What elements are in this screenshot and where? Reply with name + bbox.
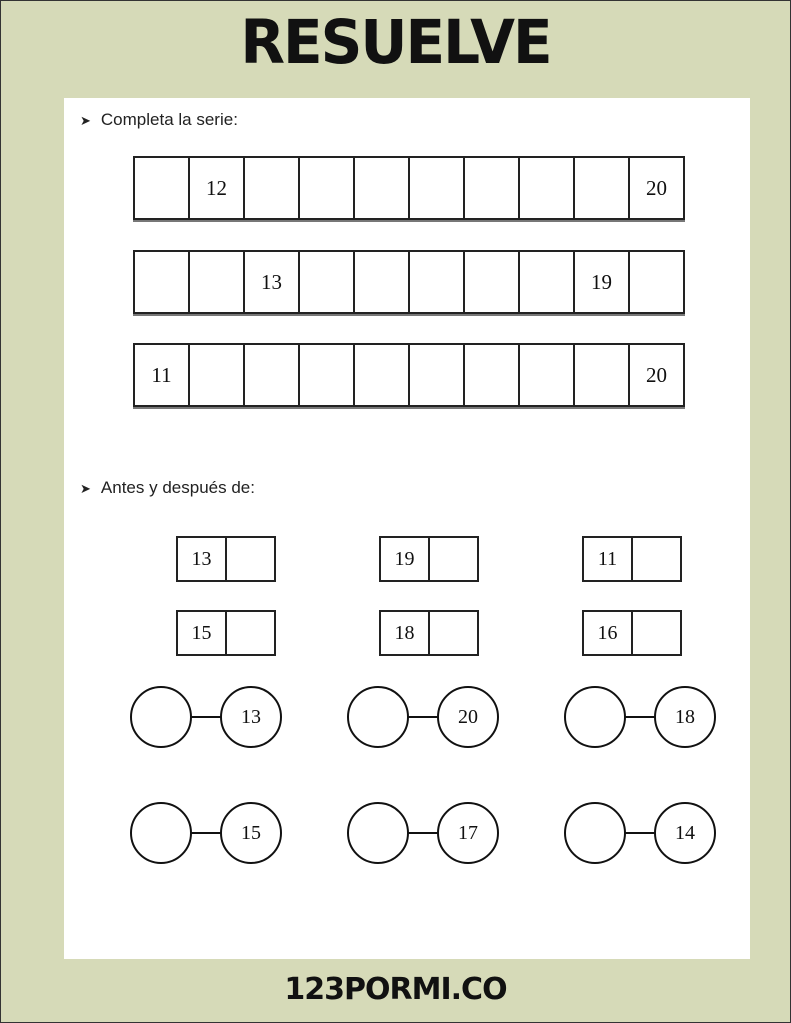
number-circle-pair bbox=[130, 686, 282, 750]
number-box[interactable]: 18 bbox=[394, 621, 415, 644]
series-row bbox=[133, 156, 685, 220]
arrow-bullet-icon: ➤ bbox=[80, 113, 91, 128]
number-circle[interactable]: 18 bbox=[654, 686, 716, 748]
series-cell[interactable]: 11 bbox=[135, 345, 190, 405]
series-cell[interactable] bbox=[575, 158, 630, 218]
number-box-pair bbox=[582, 610, 682, 656]
series-cell[interactable] bbox=[135, 158, 190, 218]
number-circle[interactable]: 17 bbox=[437, 802, 499, 864]
number-box-pair bbox=[176, 610, 276, 656]
series-cell[interactable] bbox=[355, 158, 410, 218]
series-cell[interactable]: 12 bbox=[190, 158, 245, 218]
before-after-heading-text: Antes y después de: bbox=[100, 478, 255, 497]
series-row bbox=[133, 250, 685, 314]
number-circle[interactable] bbox=[564, 686, 626, 748]
connector-line bbox=[407, 716, 438, 718]
series-cell[interactable] bbox=[355, 345, 410, 405]
series-cell[interactable] bbox=[520, 158, 575, 218]
connector-line bbox=[190, 832, 221, 834]
number-box[interactable] bbox=[631, 538, 680, 580]
number-box-pair bbox=[176, 536, 276, 582]
series-cell[interactable] bbox=[410, 345, 465, 405]
number-box[interactable]: 16 bbox=[597, 621, 618, 644]
number-box-pair bbox=[379, 536, 479, 582]
number-circle[interactable] bbox=[130, 686, 192, 748]
number-box[interactable] bbox=[631, 612, 680, 654]
series-cell[interactable] bbox=[520, 252, 575, 312]
number-circle[interactable] bbox=[347, 686, 409, 748]
series-cell[interactable] bbox=[190, 252, 245, 312]
page-title: RESUELVE bbox=[240, 6, 551, 78]
number-circle[interactable]: 15 bbox=[220, 802, 282, 864]
series-heading bbox=[80, 110, 238, 130]
number-circle[interactable]: 13 bbox=[220, 686, 282, 748]
connector-line bbox=[624, 716, 655, 718]
before-after-heading bbox=[80, 478, 255, 498]
number-circle-pair bbox=[564, 686, 716, 750]
series-cell[interactable] bbox=[300, 252, 355, 312]
number-box-pair bbox=[379, 610, 479, 656]
series-cell[interactable] bbox=[575, 345, 630, 405]
footer-site: 123PORMI.CO bbox=[284, 972, 507, 1007]
number-box[interactable] bbox=[428, 612, 477, 654]
number-box-pair bbox=[582, 536, 682, 582]
series-cell[interactable] bbox=[630, 252, 685, 312]
series-cell[interactable] bbox=[465, 158, 520, 218]
series-heading-text: Completa la serie: bbox=[100, 110, 238, 129]
series-cell[interactable] bbox=[245, 345, 300, 405]
number-box[interactable]: 15 bbox=[191, 621, 212, 644]
number-circle[interactable] bbox=[564, 802, 626, 864]
number-circle-pair bbox=[347, 802, 499, 866]
series-cell[interactable] bbox=[135, 252, 190, 312]
number-circle-pair bbox=[347, 686, 499, 750]
number-circle[interactable] bbox=[347, 802, 409, 864]
series-cell[interactable] bbox=[465, 345, 520, 405]
number-circle[interactable] bbox=[130, 802, 192, 864]
series-cell[interactable]: 20 bbox=[630, 158, 685, 218]
series-cell[interactable] bbox=[520, 345, 575, 405]
series-cell[interactable] bbox=[355, 252, 410, 312]
series-cell[interactable] bbox=[465, 252, 520, 312]
number-box[interactable]: 11 bbox=[597, 547, 618, 570]
arrow-bullet-icon: ➤ bbox=[80, 481, 91, 496]
connector-line bbox=[407, 832, 438, 834]
number-box[interactable] bbox=[428, 538, 477, 580]
connector-line bbox=[190, 716, 221, 718]
number-circle-pair bbox=[564, 802, 716, 866]
number-circle[interactable]: 14 bbox=[654, 802, 716, 864]
series-cell[interactable]: 13 bbox=[245, 252, 300, 312]
number-circle-pair bbox=[130, 802, 282, 866]
series-row bbox=[133, 343, 685, 407]
series-cell[interactable] bbox=[410, 158, 465, 218]
series-cell[interactable] bbox=[245, 158, 300, 218]
number-box[interactable]: 13 bbox=[191, 547, 212, 570]
series-cell[interactable] bbox=[410, 252, 465, 312]
number-circle[interactable]: 20 bbox=[437, 686, 499, 748]
series-cell[interactable]: 20 bbox=[630, 345, 685, 405]
number-box[interactable]: 19 bbox=[394, 547, 415, 570]
series-cell[interactable]: 19 bbox=[575, 252, 630, 312]
connector-line bbox=[624, 832, 655, 834]
number-box[interactable] bbox=[225, 538, 274, 580]
series-cell[interactable] bbox=[190, 345, 245, 405]
number-box[interactable] bbox=[225, 612, 274, 654]
series-cell[interactable] bbox=[300, 158, 355, 218]
series-cell[interactable] bbox=[300, 345, 355, 405]
